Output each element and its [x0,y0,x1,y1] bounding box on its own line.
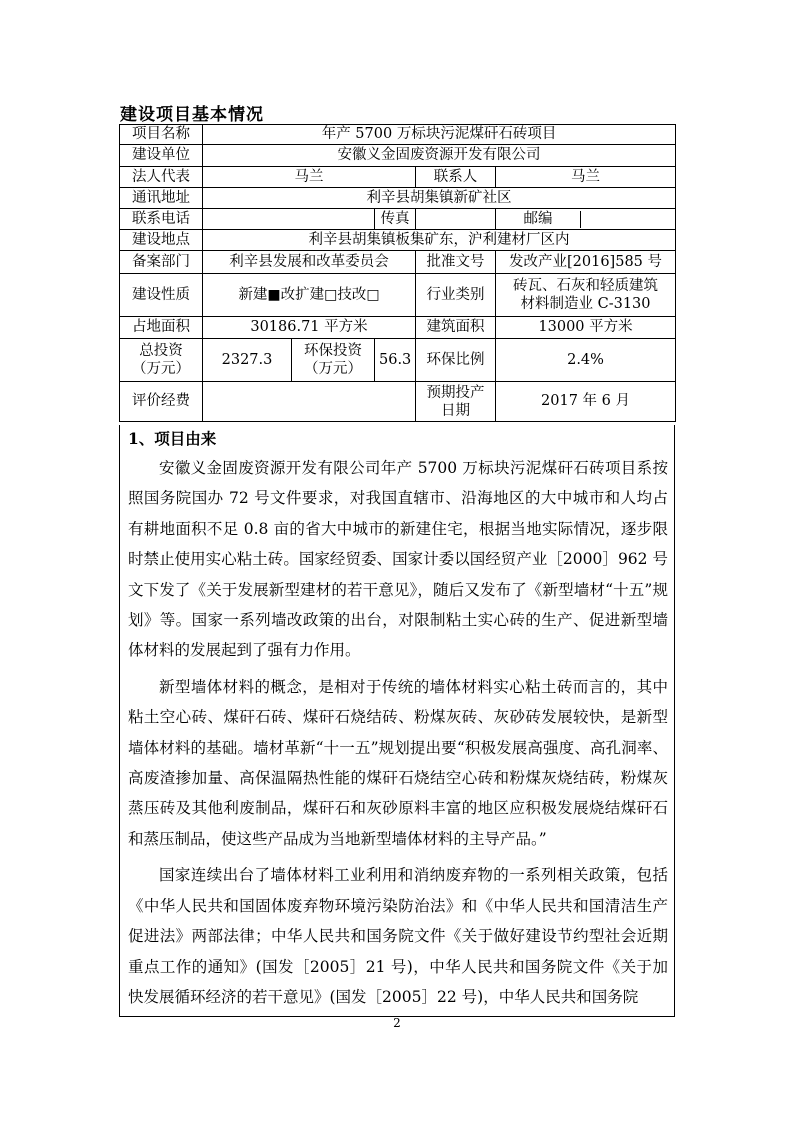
expected-date-label-line-2: 日期 [441,402,470,419]
build-area-value: 13000 平方米 [496,317,676,339]
phone-label: 联系电话 [120,209,203,230]
phone-value [203,209,375,230]
project-name-label: 项目名称 [120,125,203,145]
land-area-value: 30186.71 平方米 [203,317,416,339]
address-value: 利辛县胡集镇新矿社区 [203,188,676,209]
section-title: 建设项目基本情况 [120,105,264,125]
industry-value [496,274,676,317]
nature-new-text: 新建 [238,286,268,303]
fax-label: 传真 [375,209,416,230]
project-origin-section [119,425,675,1017]
industry-line-1: 砖瓦、石灰和轻质建筑 [513,278,659,294]
eval-fee-label: 评价经费 [120,382,203,422]
table-row [120,274,676,317]
origin-title: 1、项目由来 [128,429,217,448]
industry-label: 行业类别 [416,274,496,317]
contact-label: 联系人 [416,167,496,188]
land-area-label: 占地面积 [120,317,203,339]
contact-value: 马兰 [496,167,676,188]
total-invest-value: 2327.3 [203,339,292,382]
legal-rep-label: 法人代表 [120,167,203,188]
project-info-table [119,124,676,422]
total-invest-label [120,339,203,382]
address-label: 通讯地址 [120,188,203,209]
eval-fee-value [203,382,416,422]
approval-no-label: 批准文号 [416,251,496,274]
table-row [120,167,676,188]
total-invest-label-line-1: 总投资 [139,343,183,359]
table-row [120,145,676,167]
origin-paragraph: 安徽义金固废资源开发有限公司年产 5700 万标块污泥煤矸石砖项目系按照国务院国办 72 号文件要求，对我国直辖市、沿海地区的大中城市和人均占有耕地面积不足 0.8 亩的省大中城市的新建住宅，根据当地实际情况，逐步限时禁止使用实心粘土砖。国家经贸委、国家计委以国经贸产业［2000］962 号文下发了《关于发展新型建材的若干意见》，随后又发布了《新型墙材“十五”规划》等。国家一系列墙改政策的出台，对限制粘土实心砖的生产、促进新型墙体材料的发展起到了强有力作用。 [128,459,668,660]
table-row [120,251,676,274]
table-row [120,339,676,382]
nature-label: 建设性质 [120,274,203,317]
env-invest-label-line-1: 环保投资 [304,343,362,359]
table-row [120,230,676,251]
record-dept-label: 备案部门 [120,251,203,274]
env-ratio-label: 环保比例 [416,339,496,382]
env-invest-label-line-2: （万元） [304,361,362,377]
build-area-label: 建筑面积 [416,317,496,339]
postcode-value [581,211,675,228]
env-ratio-value: 2.4% [496,339,676,382]
env-invest-value: 56.3 [375,339,416,382]
env-invest-label [292,339,375,382]
table-row [120,317,676,339]
total-invest-label-line-2: （万元） [132,361,190,377]
fax-value [416,209,496,230]
expected-date-label-line-1: 预期投产 [426,384,485,401]
industry-line-2: 材料制造业 C-3130 [520,296,651,312]
nature-expand-text: 改扩建 [280,286,325,303]
postcode-label: 邮编 [496,211,581,228]
origin-paragraph: 新型墙体材料的概念，是相对于传统的墙体材料实心粘土砖而言的，其中粘土空心砖、煤矸石砖、煤矸石烧结砖、粉煤灰砖、灰砂砖发展较快，是新型墙体材料的基础。墙材革新“十一五”规划提出要“积极发展高强度、高孔洞率、高废渣掺加量、高保温隔热性能的煤矸石烧结空心砖和粉煤灰烧结砖，粉煤灰蒸压砖及其他利废制品，煤矸石和灰砂原料丰富的地区应积极发展烧结煤矸石和蒸压制品，使这些产品成为当地新型墙体材料的主导产品。” [128,677,668,848]
builder-value: 安徽义金固废资源开发有限公司 [203,145,676,167]
expected-date-label [416,382,496,422]
builder-label: 建设单位 [120,145,203,167]
origin-paragraph: 国家连续出台了墙体材料工业利用和消纳废弃物的一系列相关政策，包括《中华人民共和国固体废弃物环境污染防治法》和《中华人民共和国清洁生产促进法》两部法律；中华人民共和国务院文件《关于做好建设节约型社会近期重点工作的通知》(国发［2005］21 号)，中华人民共和国务院文件《关于加快发展循环经济的若干意见》(国发［2005］22 号)，中华人民共和国务院 [128,866,668,1006]
project-name-value: 年产 5700 万标块污泥煤矸石砖项目 [203,125,676,145]
checked-box-icon: ■ [267,286,281,303]
site-label: 建设地点 [120,230,203,251]
table-row [120,209,676,230]
nature-value [203,274,416,317]
approval-no-value: 发改产业[2016]585 号 [496,251,676,274]
table-row [120,188,676,209]
unchecked-box-icon: □ [366,286,380,303]
legal-rep-value: 马兰 [203,167,416,188]
nature-tech-text: 技改 [337,286,367,303]
record-dept-value: 利辛县发展和改革委员会 [203,251,416,274]
site-value: 利辛县胡集镇板集矿东，沪利建材厂区内 [203,230,676,251]
expected-date-value: 2017 年 6 月 [496,382,676,422]
unchecked-box-icon: □ [324,286,338,303]
page-number: 2 [393,1016,401,1030]
table-row [120,125,676,145]
table-row [120,382,676,422]
